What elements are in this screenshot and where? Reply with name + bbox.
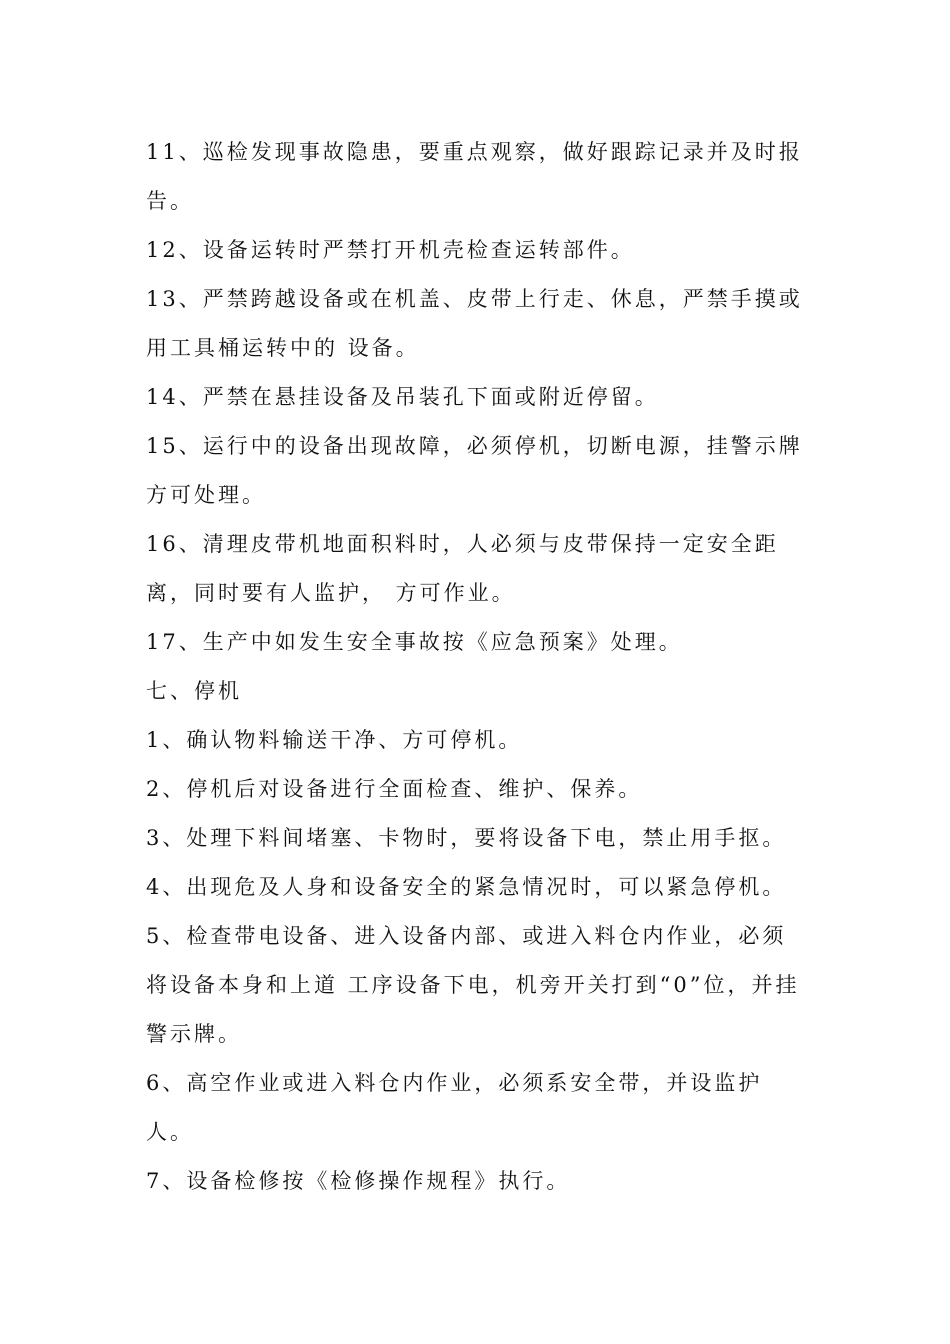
paragraph-item-13: 13、严禁跨越设备或在机盖、皮带上行走、休息，严禁手摸或用工具桶运转中的 设备。: [146, 287, 803, 360]
section-heading-shutdown: 七、停机: [146, 679, 242, 703]
paragraph-item-16: 16、清理皮带机地面积料时，人必须与皮带保持一定安全距离，同时要有人监护， 方可作业。: [146, 532, 779, 605]
paragraph-item-12: 12、设备运转时严禁打开机壳检查运转部件。: [146, 238, 635, 262]
document-body: [146, 128, 810, 1206]
paragraph-item-11: 11、巡检发现事故隐患，要重点观察，做好跟踪记录并及时报告。: [146, 140, 803, 213]
paragraph-item-17: 17、生产中如发生安全事故按《应急预案》处理。: [146, 630, 683, 654]
paragraph-shutdown-7: 7、设备检修按《检修操作规程》执行。: [146, 1169, 571, 1193]
paragraph-item-15: 15、运行中的设备出现故障，必须停机，切断电源，挂警示牌方可处理。: [146, 434, 803, 507]
paragraph-shutdown-3: 3、处理下料间堵塞、卡物时，要将设备下电，禁止用手抠。: [146, 826, 787, 850]
paragraph-shutdown-1: 1、确认物料输送干净、方可停机。: [146, 728, 523, 752]
paragraph-shutdown-4: 4、出现危及人身和设备安全的紧急情况时，可以紧急停机。: [146, 875, 787, 899]
paragraph-shutdown-2: 2、停机后对设备进行全面检查、维护、保养。: [146, 777, 643, 801]
paragraph-shutdown-5: 5、检查带电设备、进入设备内部、或进入料仓内作业，必须将设备本身和上道 工序设备下电，机旁开关打到“0”位，并挂警示牌。: [146, 924, 800, 1046]
paragraph-item-14: 14、严禁在悬挂设备及吊装孔下面或附近停留。: [146, 385, 659, 409]
paragraph-shutdown-6: 6、高空作业或进入料仓内作业，必须系安全带，并设监护人。: [146, 1071, 763, 1144]
